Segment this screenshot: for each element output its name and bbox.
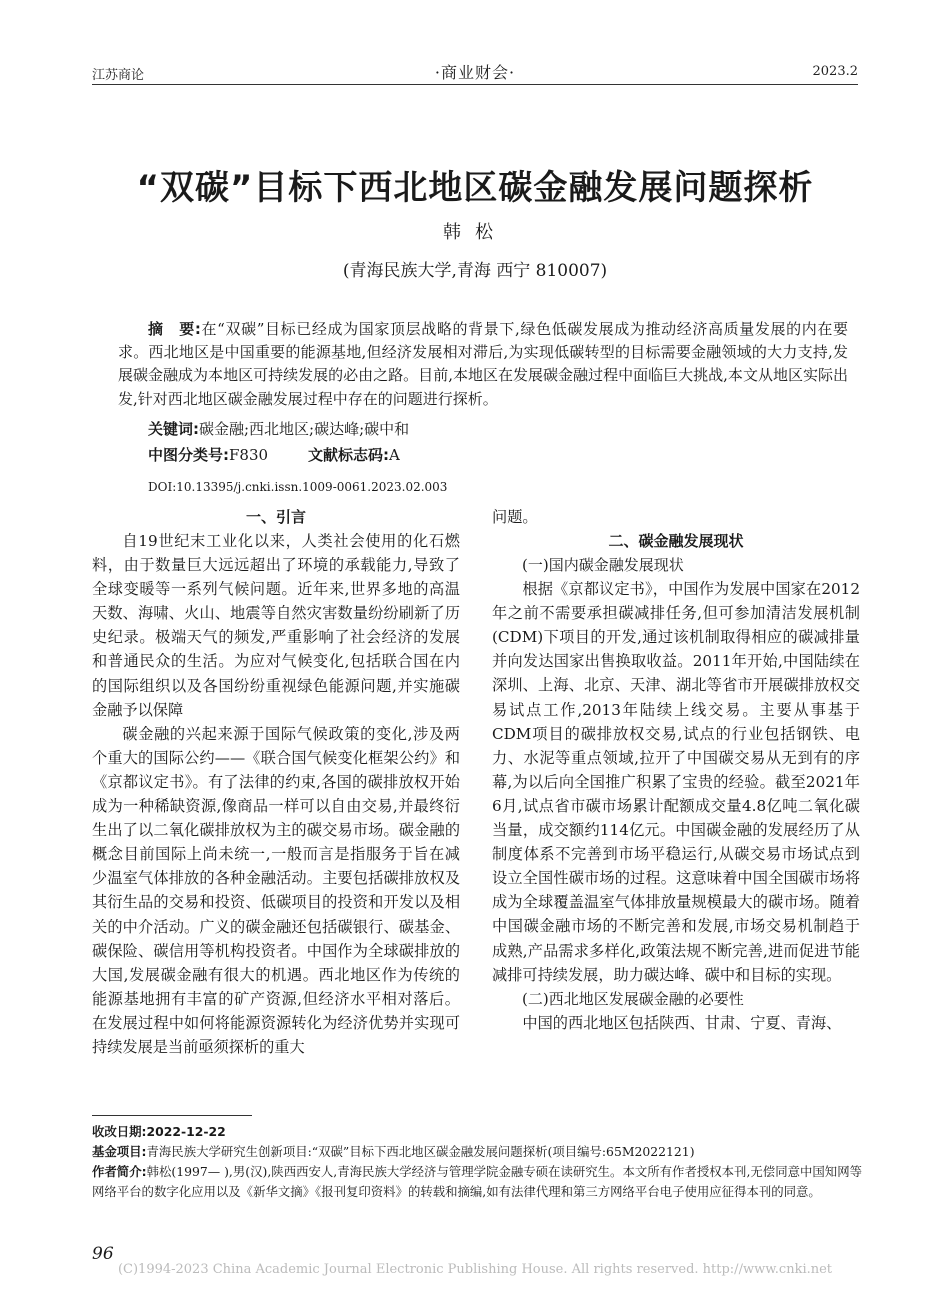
left-column (92, 505, 460, 1059)
subheading-necessity: (二)西北地区发展碳金融的必要性 (522, 989, 744, 1008)
footnote-rule (92, 1115, 252, 1116)
journal-name: 江苏商论 (92, 68, 145, 83)
paragraph: 中国的西北地区包括陕西、甘肃、宁夏、青海、 (522, 1013, 842, 1032)
keywords-text: 碳金融;西北地区;碳达峰;碳中和 (199, 420, 410, 438)
header-rule (92, 84, 858, 85)
paragraph: 自19世纪末工业化以来，人类社会使用的化石燃料，由于数量巨大远远超出了环境的承载能力,导致了全球变暖等一系列气候问题。近年来,世界多地的高温天数、海啸、火山、地震等自然灾害数量纷纷刷新了历史纪录。极端天气的频发,严重影响了社会经济的发展和普通民众的生活。为应对气候变化,包括联合国在内的国际组织以及各国纷纷重视绿色能源问题,并实施碳金融予以保障 (92, 532, 460, 719)
clc-label: 中图分类号: (148, 446, 229, 464)
paragraph: 根据《京都议定书》，中国作为发展中国家在2012年之前不需要承担碳减排任务,但可参加清洁发展机制(CDM)下项目的开发,通过该机制取得相应的碳减排量并向发达国家出售换取收益。2011年开始,中国陆续在深圳、上海、北京、天津、湖北等省市开展碳排放权交易试点工作,2013年陆续上线交易。主要从事基于CDM项目的碳排放权交易,试点的行业包括钢铁、电力、水泥等重点领域,拉开了中国碳交易从无到有的序幕,为以后向全国推广积累了宝贵的经验。截至2021年6月,试点省市碳市场累计配额成交量4.8亿吨二氧化碳当量，成交额约114亿元。中国碳金融的发展经历了从制度体系不完善到市场平稳运行,从碳交易市场试点到设立全国性碳市场的过程。这意味着中国全国碳市场将成为全球覆盖温室气体排放量规模最大的碳市场。随着中国碳金融市场的不断完善和发展,市场交易机制趋于成熟,产品需求多样化,政策法规不断完善,进而促进节能减排可持续发展，助力碳达峰、碳中和目标的实现。 (492, 580, 860, 984)
footnote-author: 作者简介:韩松(1997— ),男(汉),陕西西安人,青海民族大学经济与管理学院金融专硕在读研究生。本文所有作者授权本刊,无偿同意中国知网等网络平台的数字化应用以及《新华文摘》《报刊复印资料》的转载和摘编,如有法律代理和第三方网络平台电子使用应征得本刊的同意。 (92, 1164, 862, 1199)
paper-title: “双碳”目标下西北地区碳金融发展问题探析 (136, 168, 814, 208)
clc-value: F830 (229, 446, 269, 464)
author: 韩松 (443, 222, 507, 243)
section-heading-intro: 一、引言 (245, 508, 306, 526)
page-number: 96 (92, 1244, 114, 1264)
copyright-watermark: (C)1994-2023 China Academic Journal Electronic Publishing House. All rights reserved. http://www.cnki.net (117, 1262, 833, 1277)
classification (148, 444, 400, 465)
abstract-label: 摘 要: (148, 320, 201, 338)
affiliation: (青海民族大学,青海 西宁 810007) (342, 261, 608, 281)
right-column (492, 505, 860, 1035)
abstract-text: 在“双碳”目标已经成为国家顶层战略的背景下,绿色低碳发展成为推动经济高质量发展的内在要求。西北地区是中国重要的能源基地,但经济发展相对滞后,为实现低碳转型的目标需要金融领域的大力支持,发展碳金融成为本地区可持续发展的必由之路。目前,本地区在发展碳金融过程中面临巨大挑战,本文从地区实际出发,针对西北地区碳金融发展过程中存在的问题进行探析。 (118, 320, 849, 408)
issue-label: 2023.2 (812, 64, 858, 79)
footnotes (92, 1122, 862, 1202)
doc-value: A (389, 446, 400, 464)
paragraph: 碳金融的兴起来源于国际气候政策的变化,涉及两个重大的国际公约——《联合国气候变化框架公约》和《京都议定书》。有了法律的约束,各国的碳排放权开始成为一种稀缺资源,像商品一样可以自由交易,并最终衍生出了以二氧化碳排放权为主的碳交易市场。碳金融的概念目前国际上尚未统一,一般而言是指服务于旨在减少温室气体排放的各种金融活动。主要包括碳排放权及其衍生品的交易和投资、低碳项目的投资和开发以及相关的中介活动。广义的碳金融还包括碳银行、碳基金、碳保险、碳信用等机构投资者。中国作为全球碳排放的大国,发展碳金融有很大的机遇。西北地区作为传统的能源基地拥有丰富的矿产资源,但经济水平相对落后。在发展过程中如何将能源资源转化为经济优势并实现可持续发展是当前亟须探析的重大 (92, 724, 460, 1056)
section-heading-status: 二、碳金融发展现状 (608, 532, 744, 551)
keywords-label: 关键词: (148, 420, 199, 438)
footnote-received: 收改日期:2022-12-22 (92, 1124, 226, 1139)
abstract (118, 318, 848, 411)
section-label: ·商业财会· (434, 63, 516, 82)
subheading-domestic: (一)国内碳金融发展现状 (522, 556, 684, 575)
doc-label: 文献标志码: (308, 446, 390, 464)
keywords (148, 418, 409, 439)
doi: DOI:10.13395/j.cnki.issn.1009-0061.2023.02.003 (148, 480, 448, 494)
paragraph-continuation: 问题。 (492, 508, 538, 526)
footnote-fund: 基金项目:青海民族大学研究生创新项目:“双碳”目标下西北地区碳金融发展问题探析(项目编号:65M2022121) (92, 1144, 695, 1159)
